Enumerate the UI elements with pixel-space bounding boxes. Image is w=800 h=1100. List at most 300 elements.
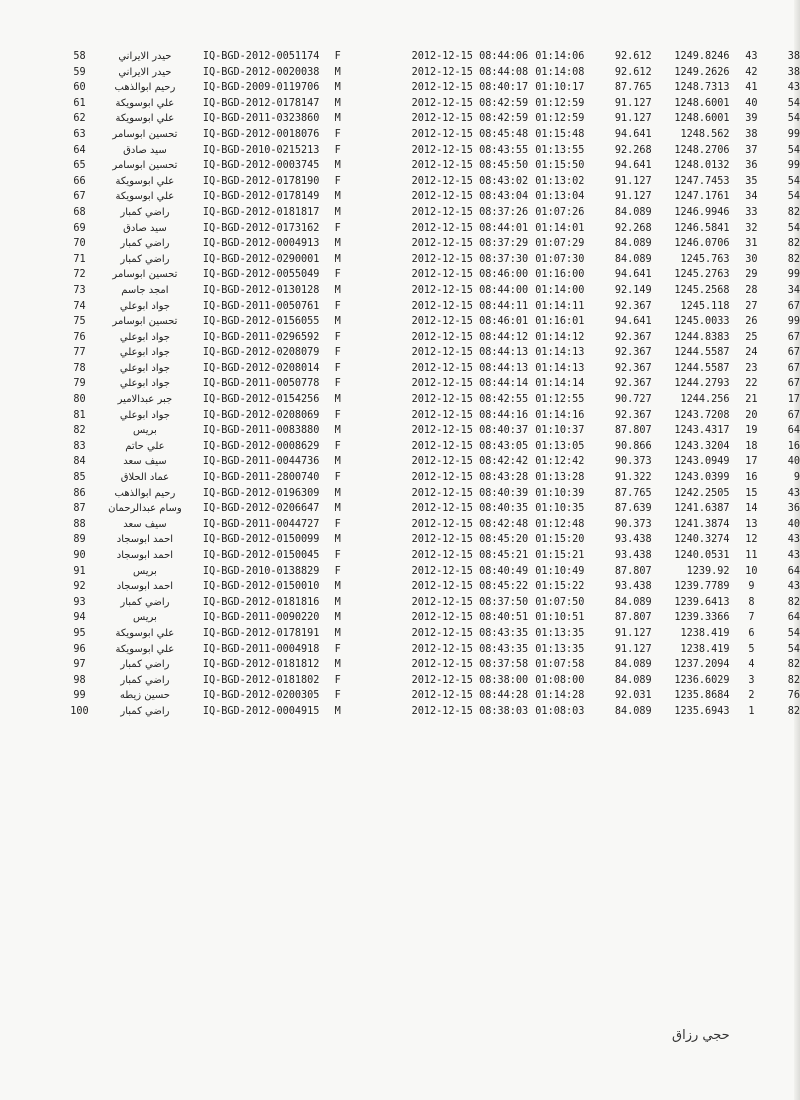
name-cell: رحيم ابوالذهب [114,82,176,94]
count-cell: 40 [745,97,758,109]
rank-cell: 91 [73,565,86,577]
duration-cell: 01:14:16 [535,409,585,421]
sex-cell: M [334,191,341,203]
count-cell: 31 [745,238,758,250]
duration-cell: 01:13:05 [535,440,585,452]
duration-cell: 01:14:11 [535,300,585,312]
signature: حجي رزاق [672,1028,730,1043]
duration-cell: 01:12:59 [535,113,585,125]
speed-cell: 1239.6413 [674,596,730,608]
duration-cell: 01:10:35 [535,503,585,515]
rank-cell: 99 [73,690,86,702]
speed-cell: 1243.0949 [674,456,730,468]
code-cell: 43 [787,82,800,94]
distance-cell: 93.438 [614,550,652,561]
code-cell: 54 [787,144,800,156]
name-cell: جواد ابوعلي [119,378,170,390]
rank-cell: 63 [73,128,86,140]
duration-cell: 01:15:21 [535,550,585,561]
sex-cell: M [334,596,341,608]
distance-cell: 90.373 [614,456,652,468]
sex-cell: F [334,378,341,390]
ring-id-cell: IQ-BGD-2010-0138829 [202,565,320,577]
code-cell: 54 [787,222,800,234]
code-cell: 43 [787,534,800,546]
ring-id-cell: IQ-BGD-2012-0173162 [202,222,320,234]
rank-cell: 68 [73,206,86,218]
rank-cell: 77 [73,347,86,359]
table-row [62,408,800,424]
rank-cell: 66 [73,175,86,187]
sex-cell: M [334,316,341,328]
distance-cell: 91.322 [614,472,652,484]
duration-cell: 01:14:08 [535,66,585,78]
duration-cell: 01:16:01 [535,316,585,328]
code-cell: 67 [787,300,800,312]
sex-cell: M [334,456,341,468]
ring-id-cell: IQ-BGD-2011-0004918 [202,643,320,655]
rank-cell: 81 [73,409,86,421]
ring-id-cell: IQ-BGD-2009-0119706 [202,82,320,94]
count-cell: 36 [745,160,758,172]
distance-cell: 84.089 [614,206,652,218]
count-cell: 13 [745,518,758,530]
code-cell: 67 [787,362,800,374]
ring-id-cell: IQ-BGD-2010-0215213 [202,144,320,156]
table-row [62,704,800,720]
count-cell: 11 [745,550,758,561]
rank-cell: 94 [73,612,86,624]
count-cell: 22 [745,378,758,390]
rank-cell: 69 [73,222,86,234]
name-cell: تحسين ابوسامر [112,128,178,140]
table-row [62,189,800,205]
sex-cell: F [334,51,341,62]
name-cell: راضي كمبار [120,206,170,218]
arrival-time-cell: 2012-12-15 08:46:00 [411,269,529,281]
ring-id-cell: IQ-BGD-2012-0178191 [202,627,320,639]
distance-cell: 90.866 [614,440,652,452]
duration-cell: 01:10:51 [535,612,585,624]
sex-cell: F [334,472,341,484]
code-cell: 34 [787,284,800,296]
table-row [62,111,800,127]
table-row [62,143,800,159]
distance-cell: 92.031 [614,690,652,702]
arrival-time-cell: 2012-12-15 08:44:00 [411,284,529,296]
name-cell: جواد ابوعلي [119,347,170,359]
distance-cell: 84.089 [614,705,652,717]
distance-cell: 84.089 [614,674,652,686]
distance-cell: 94.641 [614,316,652,328]
rank-cell: 87 [73,503,86,515]
speed-cell: 1238.419 [680,643,730,655]
distance-cell: 92.367 [614,362,652,374]
name-cell: سيف سعد [123,456,167,468]
table-row [62,626,800,642]
ring-id-cell: IQ-BGD-2012-0208069 [202,409,320,421]
count-cell: 8 [748,596,755,608]
count-cell: 1 [748,705,755,717]
name-cell: علي ابوسويكة [115,191,175,203]
arrival-time-cell: 2012-12-15 08:45:48 [411,128,529,140]
duration-cell: 01:07:58 [535,659,585,671]
arrival-time-cell: 2012-12-15 08:45:22 [411,581,529,593]
count-cell: 9 [748,581,755,593]
rank-cell: 97 [73,659,86,671]
count-cell: 34 [745,191,758,203]
name-cell: سيف سعد [123,518,167,530]
ring-id-cell: IQ-BGD-2011-0050761 [202,300,320,312]
arrival-time-cell: 2012-12-15 08:37:29 [411,238,529,250]
rank-cell: 76 [73,331,86,343]
code-cell: 54 [787,175,800,187]
distance-cell: 92.367 [614,378,652,390]
sex-cell: M [334,487,341,499]
code-cell: 43 [787,581,800,593]
distance-cell: 90.727 [614,394,652,406]
sex-cell: M [334,97,341,109]
arrival-time-cell: 2012-12-15 08:42:59 [411,113,529,125]
ring-id-cell: IQ-BGD-2012-0208079 [202,347,320,359]
name-cell: حيدر الايراني [118,66,172,78]
arrival-time-cell: 2012-12-15 08:44:16 [411,409,529,421]
sex-cell: M [334,160,341,172]
table-row [62,283,800,299]
rank-cell: 96 [73,643,86,655]
arrival-time-cell: 2012-12-15 08:44:06 [411,51,529,62]
speed-cell: 1241.3874 [674,518,730,530]
count-cell: 19 [745,425,758,437]
count-cell: 39 [745,113,758,125]
sex-cell: M [334,284,341,296]
arrival-time-cell: 2012-12-15 08:44:13 [411,362,529,374]
count-cell: 30 [745,253,758,265]
name-cell: حسين زيطه [119,690,170,702]
distance-cell: 91.127 [614,643,652,655]
duration-cell: 01:15:20 [535,534,585,546]
distance-cell: 84.089 [614,596,652,608]
sex-cell: F [334,674,341,686]
ring-id-cell: IQ-BGD-2012-0181816 [202,596,320,608]
name-cell: احمد ابوسجاد [116,534,174,546]
arrival-time-cell: 2012-12-15 08:40:49 [411,565,529,577]
count-cell: 23 [745,362,758,374]
distance-cell: 91.127 [614,97,652,109]
count-cell: 21 [745,394,758,406]
table-row [62,252,800,268]
ring-id-cell: IQ-BGD-2012-0181817 [202,206,320,218]
distance-cell: 93.438 [614,581,652,593]
rank-cell: 83 [73,440,86,452]
name-cell: سيد صادق [123,222,167,234]
speed-cell: 1247.7453 [674,175,730,187]
code-cell: 40 [787,456,800,468]
name-cell: بريس [133,612,157,624]
sex-cell: F [334,175,341,187]
speed-cell: 1240.3274 [674,534,730,546]
ring-id-cell: IQ-BGD-2012-0178190 [202,175,320,187]
table-row [62,345,800,361]
arrival-time-cell: 2012-12-15 08:43:04 [411,191,529,203]
duration-cell: 01:12:55 [535,394,585,406]
sex-cell: M [334,705,341,717]
arrival-time-cell: 2012-12-15 08:37:26 [411,206,529,218]
code-cell: 36 [787,503,800,515]
arrival-time-cell: 2012-12-15 08:42:59 [411,97,529,109]
sex-cell: F [334,222,341,234]
count-cell: 4 [748,659,755,671]
duration-cell: 01:14:14 [535,378,585,390]
arrival-time-cell: 2012-12-15 08:44:01 [411,222,529,234]
speed-cell: 1248.562 [680,128,730,140]
name-cell: عماد الحلاق [120,472,170,484]
ring-id-cell: IQ-BGD-2012-0181812 [202,659,320,671]
distance-cell: 87.807 [614,425,652,437]
arrival-time-cell: 2012-12-15 08:40:51 [411,612,529,624]
name-cell: راضي كمبار [120,596,170,608]
table-row [62,65,800,81]
distance-cell: 94.641 [614,128,652,140]
count-cell: 20 [745,409,758,421]
distance-cell: 92.367 [614,300,652,312]
count-cell: 37 [745,144,758,156]
ring-id-cell: IQ-BGD-2012-0051174 [202,51,320,62]
distance-cell: 92.612 [614,51,652,62]
name-cell: حيدر الايراني [118,51,172,62]
table-row [62,267,800,283]
speed-cell: 1239.3366 [674,612,730,624]
arrival-time-cell: 2012-12-15 08:45:50 [411,160,529,172]
ring-id-cell: IQ-BGD-2011-0296592 [202,331,320,343]
ring-id-cell: IQ-BGD-2012-0178149 [202,191,320,203]
arrival-time-cell: 2012-12-15 08:43:35 [411,643,529,655]
speed-cell: 1239.92 [686,565,730,577]
table-row [62,205,800,221]
duration-cell: 01:07:30 [535,253,585,265]
duration-cell: 01:16:00 [535,269,585,281]
distance-cell: 92.268 [614,222,652,234]
speed-cell: 1239.7789 [674,581,730,593]
code-cell: 82 [787,238,800,250]
name-cell: امجد جاسم [121,284,169,296]
rank-cell: 84 [73,456,86,468]
rank-cell: 71 [73,253,86,265]
rank-cell: 65 [73,160,86,172]
rank-cell: 90 [73,550,86,561]
distance-cell: 87.807 [614,565,652,577]
rank-cell: 61 [73,97,86,109]
ring-id-cell: IQ-BGD-2012-0150099 [202,534,320,546]
table-row [62,80,800,96]
duration-cell: 01:10:17 [535,82,585,94]
code-cell: 67 [787,409,800,421]
arrival-time-cell: 2012-12-15 08:37:30 [411,253,529,265]
code-cell: 67 [787,378,800,390]
distance-cell: 91.127 [614,113,652,125]
speed-cell: 1245.2763 [674,269,730,281]
speed-cell: 1242.2505 [674,487,730,499]
arrival-time-cell: 2012-12-15 08:40:17 [411,82,529,94]
code-cell: 99 [787,160,800,172]
ring-id-cell: IQ-BGD-2012-0150010 [202,581,320,593]
table-row [62,579,800,595]
rank-cell: 58 [73,51,86,62]
rank-cell: 98 [73,674,86,686]
count-cell: 35 [745,175,758,187]
ring-id-cell: IQ-BGD-2012-0150045 [202,550,320,561]
rank-cell: 88 [73,518,86,530]
name-cell: تحسين ابوسامر [112,160,178,172]
name-cell: راضي كمبار [120,238,170,250]
rank-cell: 80 [73,394,86,406]
speed-cell: 1249.2626 [674,66,730,78]
rank-cell: 64 [73,144,86,156]
speed-cell: 1248.6001 [674,113,730,125]
arrival-time-cell: 2012-12-15 08:43:28 [411,472,529,484]
code-cell: 64 [787,565,800,577]
rank-cell: 73 [73,284,86,296]
ring-id-cell: IQ-BGD-2011-0044727 [202,518,320,530]
name-cell: راضي كمبار [120,659,170,671]
table-row [62,564,800,580]
speed-cell: 1243.3204 [674,440,730,452]
count-cell: 7 [748,612,755,624]
table-row [62,330,800,346]
speed-cell: 1244.2793 [674,378,730,390]
ring-id-cell: IQ-BGD-2012-0200305 [202,690,320,702]
code-cell: 40 [787,518,800,530]
duration-cell: 01:13:02 [535,175,585,187]
count-cell: 10 [745,565,758,577]
sex-cell: M [334,253,341,265]
count-cell: 16 [745,472,758,484]
name-cell: احمد ابوسجاد [116,581,174,593]
duration-cell: 01:07:26 [535,206,585,218]
code-cell: 38 [787,51,800,62]
ring-id-cell: IQ-BGD-2012-0055049 [202,269,320,281]
name-cell: راضي كمبار [120,253,170,265]
duration-cell: 01:14:01 [535,222,585,234]
duration-cell: 01:15:22 [535,581,585,593]
table-row [62,392,800,408]
rank-cell: 60 [73,82,86,94]
arrival-time-cell: 2012-12-15 08:44:11 [411,300,529,312]
code-cell: 54 [787,191,800,203]
ring-id-cell: IQ-BGD-2012-0004913 [202,238,320,250]
code-cell: 82 [787,659,800,671]
sex-cell: M [334,425,341,437]
table-row [62,532,800,548]
duration-cell: 01:15:48 [535,128,585,140]
count-cell: 15 [745,487,758,499]
count-cell: 43 [745,51,758,62]
table-row [62,376,800,392]
count-cell: 3 [748,674,755,686]
speed-cell: 1245.763 [680,253,730,265]
sex-cell: M [334,206,341,218]
sex-cell: M [334,82,341,94]
code-cell: 99 [787,269,800,281]
name-cell: وسام عبدالرحمان [108,503,182,515]
count-cell: 42 [745,66,758,78]
name-cell: جواد ابوعلي [119,331,170,343]
code-cell: 82 [787,674,800,686]
rank-cell: 79 [73,378,86,390]
duration-cell: 01:07:29 [535,238,585,250]
distance-cell: 93.438 [614,534,652,546]
rank-cell: 82 [73,425,86,437]
duration-cell: 01:14:13 [535,362,585,374]
ring-id-cell: IQ-BGD-2011-0323860 [202,113,320,125]
code-cell: 76 [787,690,800,702]
count-cell: 6 [748,627,755,639]
rank-cell: 85 [73,472,86,484]
sex-cell: M [334,113,341,125]
arrival-time-cell: 2012-12-15 08:44:08 [411,66,529,78]
table-row [62,174,800,190]
count-cell: 38 [745,128,758,140]
sex-cell: M [334,503,341,515]
name-cell: علي ابوسويكة [115,113,175,125]
code-cell: 64 [787,425,800,437]
ring-id-cell: IQ-BGD-2012-0154256 [202,394,320,406]
duration-cell: 01:13:28 [535,472,585,484]
distance-cell: 94.641 [614,160,652,172]
rank-cell: 78 [73,362,86,374]
rank-cell: 74 [73,300,86,312]
speed-cell: 1248.2706 [674,144,730,156]
distance-cell: 92.612 [614,66,652,78]
table-row [62,501,800,517]
arrival-time-cell: 2012-12-15 08:42:48 [411,518,529,530]
rank-cell: 93 [73,596,86,608]
rank-cell: 72 [73,269,86,281]
name-cell: جواد ابوعلي [119,362,170,374]
sex-cell: F [334,347,341,359]
ring-id-cell: IQ-BGD-2011-0083880 [202,425,320,437]
distance-cell: 91.127 [614,175,652,187]
count-cell: 27 [745,300,758,312]
rank-cell: 75 [73,316,86,328]
table-row [62,470,800,486]
sex-cell: F [334,690,341,702]
speed-cell: 1237.2094 [674,659,730,671]
ring-id-cell: IQ-BGD-2011-0050778 [202,378,320,390]
speed-cell: 1246.5841 [674,222,730,234]
sex-cell: F [334,300,341,312]
distance-cell: 91.127 [614,627,652,639]
table-row [62,423,800,439]
code-cell: 17 [787,394,800,406]
ring-id-cell: IQ-BGD-2012-0018076 [202,128,320,140]
arrival-time-cell: 2012-12-15 08:42:55 [411,394,529,406]
speed-cell: 1236.6029 [674,674,730,686]
rank-cell: 89 [73,534,86,546]
duration-cell: 01:13:55 [535,144,585,156]
arrival-time-cell: 2012-12-15 08:43:55 [411,144,529,156]
speed-cell: 1243.7208 [674,409,730,421]
speed-cell: 1246.0706 [674,238,730,250]
duration-cell: 01:07:50 [535,596,585,608]
ring-id-cell: IQ-BGD-2011-0044736 [202,456,320,468]
speed-cell: 1238.419 [680,627,730,639]
duration-cell: 01:14:00 [535,284,585,296]
speed-cell: 1244.5587 [674,347,730,359]
arrival-time-cell: 2012-12-15 08:40:39 [411,487,529,499]
name-cell: تحسين ابوسامر [112,316,178,328]
name-cell: جبر عبدالامير [117,394,173,406]
